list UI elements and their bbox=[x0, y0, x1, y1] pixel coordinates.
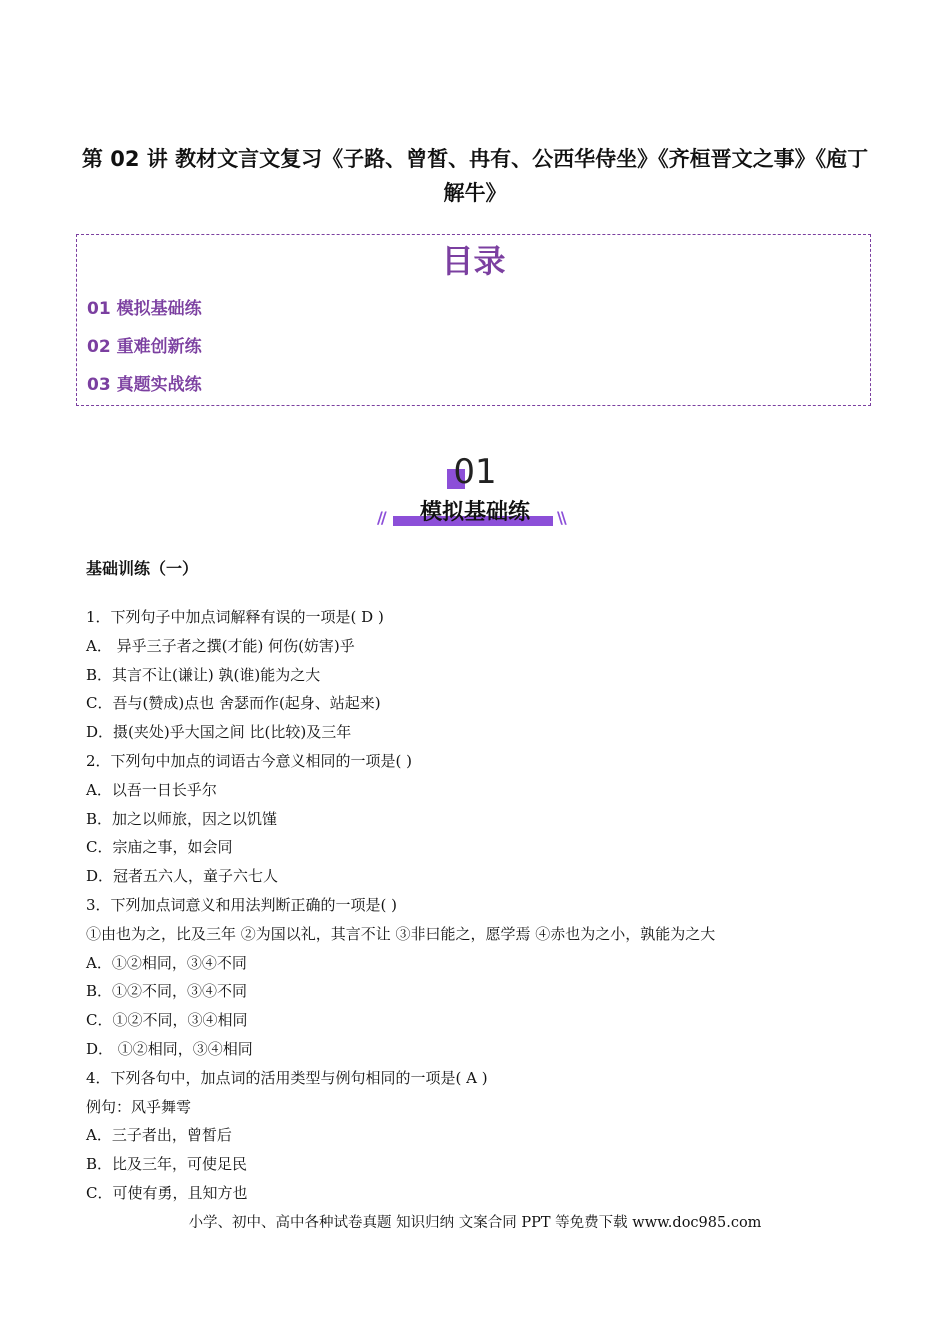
question-line: 2．下列句中加点的词语古今意义相同的一项是( ) bbox=[86, 751, 413, 770]
question-line: ①由也为之，比及三年 ②为国以礼，其言不让 ③非曰能之，愿学焉 ④赤也为之小，孰能为之大 bbox=[86, 924, 716, 943]
question-line: B．加之以师旅，因之以饥馑 bbox=[86, 809, 278, 828]
question-line: B．①②不同，③④不同 bbox=[86, 982, 248, 1001]
question-line: 4．下列各句中，加点词的活用类型与例句相同的一项是( A ) bbox=[86, 1068, 488, 1087]
question-line: B．其言不让(谦让) 孰(谁)能为之大 bbox=[86, 665, 321, 684]
section-slash-left-decoration: // bbox=[377, 508, 385, 527]
question-line: C．吾与(赞成)点也 舍瑟而作(起身、站起来) bbox=[86, 694, 381, 713]
question-line: C．可使有勇，且知方也 bbox=[86, 1183, 248, 1202]
question-line: C．宗庙之事，如会同 bbox=[86, 838, 233, 857]
question-line: 1．下列句子中加点词解释有误的一项是( D ) bbox=[86, 608, 384, 626]
question-line: 例句：风乎舞雩 bbox=[86, 1097, 192, 1116]
toc-item-02[interactable]: 02 重难创新练 bbox=[87, 337, 202, 357]
question-line: D．冠者五六人，童子六七人 bbox=[86, 867, 279, 886]
question-list bbox=[86, 603, 876, 1208]
table-of-contents bbox=[76, 234, 871, 406]
subsection-heading: 基础训练（一） bbox=[86, 559, 199, 578]
question-line: C．①②不同，③④相同 bbox=[86, 1011, 248, 1030]
document-title: 第 02 讲 教材文言文复习《子路、曾皙、冉有、公西华侍坐》《齐桓晋文之事》《庖丁解牛》 bbox=[81, 147, 869, 205]
toc-heading: 目录 bbox=[441, 242, 506, 280]
question-line: A． 异乎三子者之撰(才能) 何伤(妨害)乎 bbox=[86, 636, 355, 655]
question-line: D．摄(夹处)乎大国之间 比(比较)及三年 bbox=[86, 723, 352, 742]
page-footer: 小学、初中、高中各种试卷真题 知识归纳 文案合同 PPT 等免费下载 www.doc985.com bbox=[188, 1215, 762, 1231]
section-label: 模拟基础练 bbox=[419, 500, 530, 525]
toc-item-01[interactable]: 01 模拟基础练 bbox=[87, 299, 202, 319]
question-line: A．①②相同，③④不同 bbox=[86, 953, 247, 972]
section-number: 01 bbox=[453, 452, 497, 492]
section-slash-right-decoration: \\ bbox=[557, 508, 565, 527]
question-line: 3．下列加点词意义和用法判断正确的一项是( ) bbox=[86, 895, 398, 914]
toc-item-03[interactable]: 03 真题实战练 bbox=[87, 375, 202, 395]
question-line: D． ①②相同，③④相同 bbox=[86, 1039, 253, 1058]
question-line: A．以吾一日长乎尔 bbox=[86, 780, 217, 799]
question-line: B．比及三年，可使足民 bbox=[86, 1155, 248, 1174]
question-line: A．三子者出，曾皙后 bbox=[86, 1126, 232, 1145]
